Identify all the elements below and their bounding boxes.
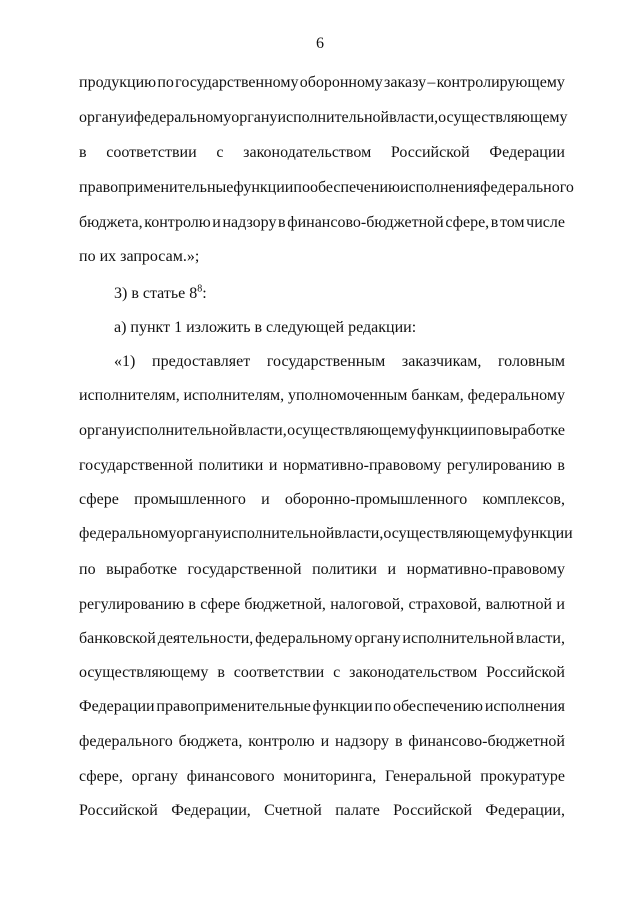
word: исполнителям, <box>79 387 180 404</box>
text-line <box>79 420 565 442</box>
word: Федерации <box>489 144 565 161</box>
word: осуществляющему <box>438 109 568 126</box>
word: прокуратуре <box>480 768 565 785</box>
word: головным <box>498 353 565 370</box>
word: выработке <box>106 561 177 578</box>
word: финансово-бюджетной <box>408 733 565 750</box>
word: исполнительной <box>277 109 390 126</box>
word: финансового <box>186 768 275 785</box>
word: «1) <box>114 353 136 370</box>
word: исполнения <box>399 179 481 196</box>
word: функции <box>233 179 294 196</box>
word: палате <box>335 802 380 819</box>
word: регулированию <box>79 596 185 613</box>
word: государственной <box>79 457 194 474</box>
text-line <box>79 212 565 234</box>
word: Генеральной <box>385 768 472 785</box>
word: с <box>216 144 224 161</box>
word: и <box>320 733 330 750</box>
article-superscript: 8 <box>197 283 203 295</box>
word: сфере, <box>79 768 123 785</box>
word: исполнительной <box>402 630 515 647</box>
word: в <box>557 457 565 474</box>
text-line <box>79 523 573 545</box>
word: Российской <box>486 664 565 681</box>
word: осуществляющему <box>287 422 417 439</box>
word: по <box>157 74 174 91</box>
text-line <box>79 385 565 407</box>
text-line <box>79 731 565 753</box>
word: валютной <box>485 596 553 613</box>
word: государственной <box>187 561 302 578</box>
word: политики <box>312 561 377 578</box>
word: и <box>125 109 134 126</box>
word: оборонно-промышленного <box>284 491 468 508</box>
word: осуществляющему <box>79 664 209 681</box>
word: правоприменительные <box>156 698 311 715</box>
word: федеральному <box>133 109 232 126</box>
word: в <box>217 664 225 681</box>
word: выработке <box>494 422 565 439</box>
word: деятельности, <box>157 630 254 647</box>
word: и <box>268 457 278 474</box>
word: федеральному <box>255 630 353 647</box>
text-line <box>79 559 565 581</box>
word: исполнительной <box>125 422 238 439</box>
word: по <box>477 422 494 439</box>
text-line <box>79 142 565 164</box>
word: банкам, <box>411 387 464 404</box>
word: контролирующему <box>436 74 565 91</box>
word: органу <box>79 422 126 439</box>
word: нормативно-правовому <box>406 561 565 578</box>
word: органу <box>354 630 401 647</box>
word: том <box>499 214 525 231</box>
word: Российской <box>390 144 470 161</box>
word: регулированию <box>446 457 552 474</box>
word: законодательством <box>243 144 372 161</box>
word: власти, <box>515 630 565 647</box>
text-line <box>79 72 565 94</box>
word: Федерации, <box>171 802 251 819</box>
word: власти, <box>334 525 384 542</box>
word: соответствии <box>106 144 197 161</box>
word: органу <box>79 109 126 126</box>
word: промышленного <box>134 491 246 508</box>
word: исполнителям, <box>183 387 285 404</box>
text-line <box>114 351 565 373</box>
article-text: 3) в статье 8 <box>114 285 198 302</box>
text-line: а) пункт 1 изложить в следующей редакции: <box>114 319 417 336</box>
word: органу <box>131 768 178 785</box>
word: по <box>79 561 96 578</box>
word: исполнительной <box>222 525 335 542</box>
word: в <box>188 596 196 613</box>
word: Федерации <box>79 698 155 715</box>
word: финансово-бюджетной <box>287 214 444 231</box>
word: числе <box>526 214 565 231</box>
word: и <box>261 491 270 508</box>
word: соответствии <box>233 664 325 681</box>
word: обеспечению <box>309 179 400 196</box>
text-line <box>79 800 565 822</box>
word: органу <box>231 109 278 126</box>
word: в <box>394 733 403 750</box>
word: власти, <box>237 422 287 439</box>
word: контролю <box>248 733 315 750</box>
text-line <box>79 766 565 788</box>
word: заказу <box>384 74 427 91</box>
text-line <box>79 662 565 684</box>
word: бюджета, <box>178 733 243 750</box>
word: федеральному <box>467 387 565 404</box>
word: и <box>212 214 221 231</box>
word: обеспечению <box>392 698 483 715</box>
page-number: 6 <box>316 35 324 52</box>
word: Российской <box>79 802 158 819</box>
word: государственным <box>266 353 386 370</box>
word: бюджетной, <box>244 596 326 613</box>
word: исполнения <box>484 698 565 715</box>
word: банковской <box>79 630 156 647</box>
word: налоговой, <box>330 596 405 613</box>
text-line <box>79 107 568 129</box>
word: политики <box>198 457 264 474</box>
word: функции <box>416 422 477 439</box>
word: Федерации, <box>485 802 565 819</box>
text-line <box>79 177 574 199</box>
word: Счетной <box>264 802 322 819</box>
word: – <box>427 74 436 91</box>
word: сфере, <box>445 214 490 231</box>
word: федерального <box>480 179 574 196</box>
word: осуществляющему <box>383 525 513 542</box>
word: продукцию <box>79 74 157 91</box>
word: в <box>79 144 87 161</box>
word: по <box>293 179 310 196</box>
word: федеральному <box>79 525 177 542</box>
word: сфере <box>79 491 119 508</box>
word: заказчикам, <box>401 353 482 370</box>
text-line <box>79 696 565 718</box>
word: оборонному <box>299 74 383 91</box>
article-line: 3) в статье $8^8$: <box>114 283 207 302</box>
text-line <box>79 628 565 650</box>
word: в <box>490 214 499 231</box>
word: в <box>278 214 286 231</box>
word: с <box>333 664 341 681</box>
word: функции <box>512 525 573 542</box>
word: органу <box>176 525 223 542</box>
word: нормативно-правовому <box>282 457 442 474</box>
word: правоприменительные <box>79 179 234 196</box>
word: и <box>387 561 397 578</box>
word: Российской <box>393 802 473 819</box>
word: законодательством <box>349 664 478 681</box>
word: и <box>556 596 565 613</box>
word: страховой, <box>408 596 482 613</box>
word: функции <box>312 698 373 715</box>
text-line <box>79 455 565 477</box>
word: уполномоченным <box>287 387 408 404</box>
word: предоставляет <box>152 353 251 370</box>
word: по <box>374 698 392 715</box>
word: бюджета, <box>79 214 143 231</box>
word: федерального <box>79 733 173 750</box>
word: надзору <box>222 214 277 231</box>
word: государственному <box>175 74 299 91</box>
word: надзору <box>335 733 390 750</box>
word: власти, <box>389 109 439 126</box>
word: сфере <box>200 596 241 613</box>
text-line <box>79 489 565 511</box>
word: комплексов, <box>482 491 565 508</box>
text-line: по их запросам.»; <box>79 248 200 265</box>
text-line <box>79 594 565 616</box>
word: мониторинга, <box>283 768 377 785</box>
word: контролю <box>144 214 211 231</box>
